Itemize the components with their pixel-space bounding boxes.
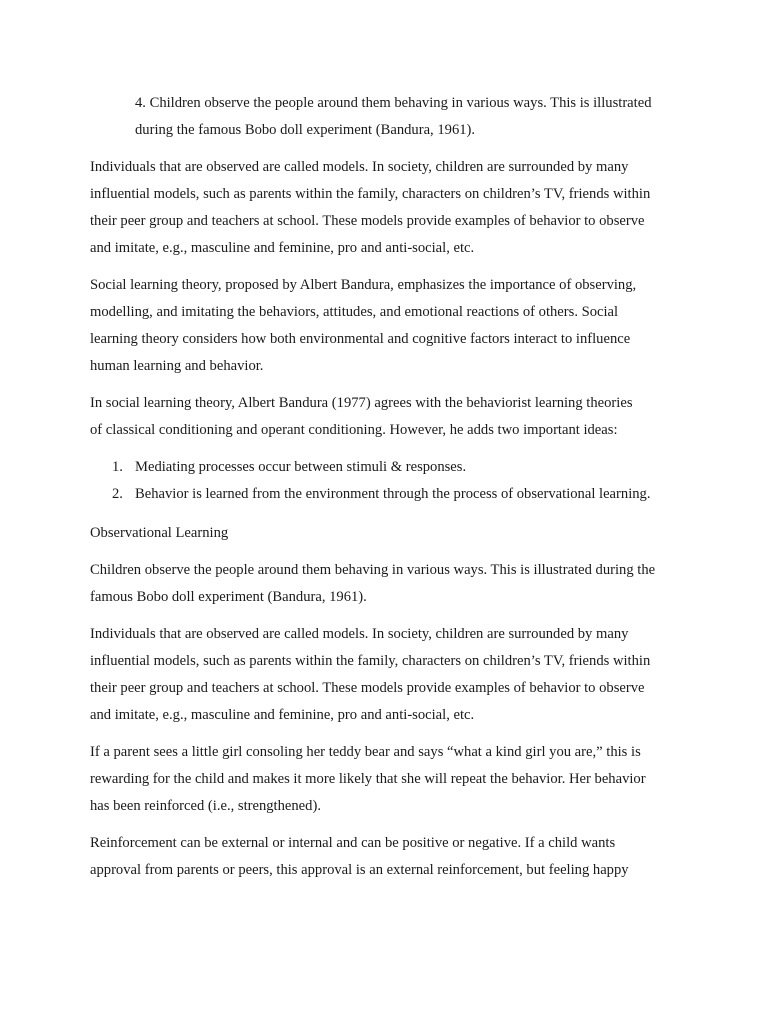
list-item-text: Behavior is learned from the environment through the process of observational learning.: [135, 486, 651, 502]
intro-list-item: [135, 90, 690, 144]
paragraph-children-observe: [90, 557, 690, 611]
paragraph-bandura: [90, 390, 690, 444]
text-line: rewarding for the child and makes it more likely that she will repeat the behavior. Her behavior: [90, 771, 646, 787]
text-line: If a parent sees a little girl consoling her teddy bear and says “what a kind girl you are,” this is: [90, 744, 641, 760]
paragraph-models-repeat: [90, 621, 690, 729]
text-line: has been reinforced (i.e., strengthened).: [90, 798, 321, 814]
text-line: Social learning theory, proposed by Albert Bandura, emphasizes the importance of observing,: [90, 277, 637, 293]
text-line: human learning and behavior.: [90, 358, 264, 374]
list-item: [90, 454, 690, 481]
text-line: during the famous Bobo doll experiment (Bandura, 1961).: [135, 122, 476, 138]
text-line: 4. Children observe the people around them behaving in various ways. This is illustrated: [135, 95, 652, 111]
text-line: learning theory considers how both environmental and cognitive factors interact to influence: [90, 331, 631, 347]
text-line: approval from parents or peers, this approval is an external reinforcement, but feeling happy: [90, 862, 629, 878]
list-item-text: Mediating processes occur between stimuli & responses.: [135, 459, 467, 475]
text-line: Individuals that are observed are called models. In society, children are surrounded by many: [90, 159, 629, 175]
text-line: of classical conditioning and operant conditioning. However, he adds two important ideas:: [90, 422, 618, 438]
list-number: 1.: [112, 459, 123, 475]
text-line: their peer group and teachers at school. These models provide examples of behavior to observe: [90, 213, 645, 229]
text-line: influential models, such as parents within the family, characters on children’s TV, friends within: [90, 186, 651, 202]
text-line: and imitate, e.g., masculine and feminine, pro and anti-social, etc.: [90, 707, 475, 723]
text-line: Reinforcement can be external or internal and can be positive or negative. If a child wants: [90, 835, 616, 851]
ideas-list: [90, 454, 690, 508]
paragraph-reinforcement: [90, 830, 690, 884]
text-line: and imitate, e.g., masculine and feminine, pro and anti-social, etc.: [90, 240, 475, 256]
text-line: modelling, and imitating the behaviors, attitudes, and emotional reactions of others. Social: [90, 304, 619, 320]
document-page: [90, 90, 690, 894]
text-line: influential models, such as parents within the family, characters on children’s TV, friends within: [90, 653, 651, 669]
paragraph-models: [90, 154, 690, 262]
section-heading: Observational Learning: [90, 525, 229, 541]
paragraph-social-learning-theory: [90, 272, 690, 380]
list-item: [90, 481, 690, 508]
paragraph-parent-example: [90, 739, 690, 820]
text-line: Individuals that are observed are called models. In society, children are surrounded by many: [90, 626, 629, 642]
text-line: their peer group and teachers at school. These models provide examples of behavior to observe: [90, 680, 645, 696]
text-line: Children observe the people around them behaving in various ways. This is illustrated during the: [90, 562, 656, 578]
list-number: 2.: [112, 486, 123, 502]
text-line: In social learning theory, Albert Bandura (1977) agrees with the behaviorist learning theories: [90, 395, 633, 411]
text-line: famous Bobo doll experiment (Bandura, 1961).: [90, 589, 367, 605]
